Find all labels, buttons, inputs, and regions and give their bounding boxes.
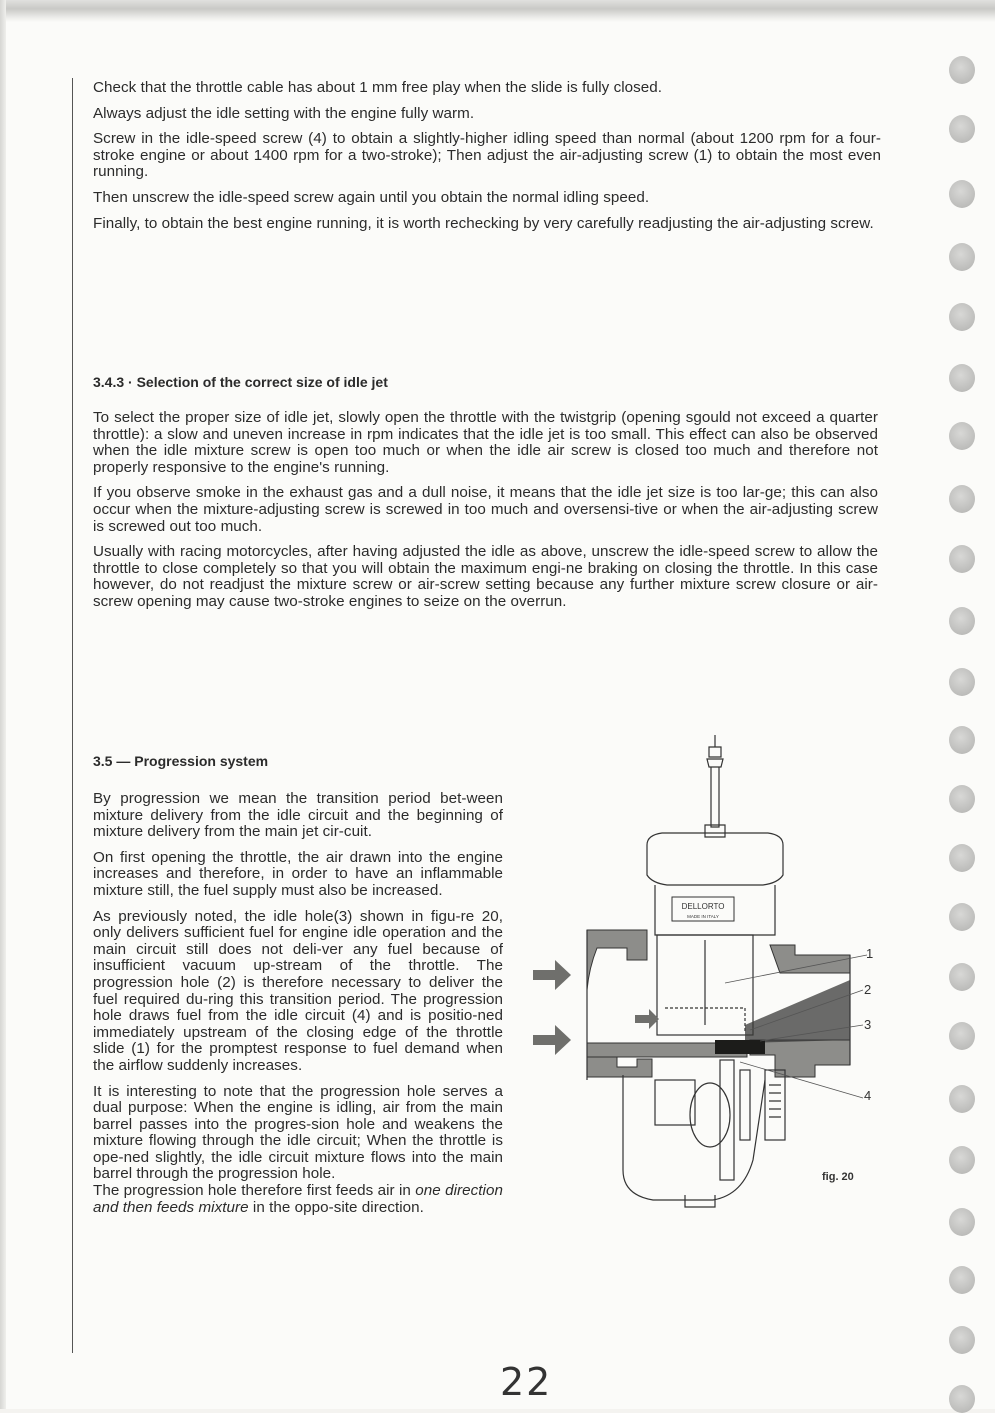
paragraph-last (93, 1183, 503, 1216)
idle-jet-text-block (93, 410, 878, 620)
paragraph: Always adjust the idle setting with the engine fully warm. (93, 104, 475, 122)
inlet-casting-top (587, 930, 647, 990)
callout-4: 4 (864, 1088, 872, 1103)
binding-hole (949, 1085, 975, 1113)
binding-hole (949, 115, 975, 143)
binding-hole (949, 785, 975, 813)
binding-hole (949, 1208, 975, 1236)
paragraph: Then unscrew the idle-speed screw again until you obtain the normal idling speed. (93, 188, 650, 206)
binding-hole (949, 364, 975, 392)
outlet-casting-top (770, 945, 850, 973)
page-number: 22 (500, 1360, 553, 1404)
binding-hole (949, 1326, 975, 1354)
dellorto-logo (672, 897, 734, 921)
progression-text-block (93, 791, 503, 1225)
binding-hole (949, 726, 975, 754)
margin-rule (72, 78, 73, 1353)
binding-hole (949, 607, 975, 635)
binding-hole (949, 180, 975, 208)
binding-hole (949, 1266, 975, 1294)
text-normal: The progression hole therefore first feeds air in (93, 1182, 411, 1200)
paragraph: It is interesting to note that the progression hole serves a dual purpose: When the engine is idling, air from the main barrel passes into the progres-sion hole and weakens the mixture flowing through the idle circuit; When the throttle is ope-ned slightly, the idle circuit mixture flows into the main barrel through the progression hole. (93, 1082, 503, 1183)
paragraph: Check that the throttle cable has about 1 mm free play when the slide is fully closed. (93, 79, 663, 96)
figure-caption: fig. 20 (822, 1171, 854, 1183)
paragraph: Finally, to obtain the best engine running, it is worth rechecking by very carefully readjusting the air-adjusting screw. (93, 214, 874, 232)
binding-hole (949, 303, 975, 331)
mixture-shading (745, 980, 850, 1043)
binding-hole (949, 1022, 975, 1050)
cable-adjuster (705, 735, 725, 837)
binding-hole (949, 963, 975, 991)
paragraph: On first opening the throttle, the air drawn into the engine increases and therefore, in order to have an inflammable mixture still, the fuel supply must also be increased. (93, 848, 503, 899)
binding-hole (949, 243, 975, 271)
airflow-arrow-small (635, 1009, 659, 1029)
text-italic: one direction and then feeds mixture (93, 1182, 503, 1216)
intro-text-block (93, 80, 881, 241)
binding-hole (949, 56, 975, 84)
paragraph: Screw in the idle-speed screw (4) to obtain a slightly-higher idling speed than normal (about 1200 rpm for a four-stroke engine or about 1400 rpm for a two-stroke); Then adjust the air-adjusting screw (1) to obtain the most even running. (93, 130, 881, 181)
paragraph: If you observe smoke in the exhaust gas and a dull noise, it means that the idle jet size is too lar-ge; this can also occur when the mixture-adjusting screw is screwed in too much and oversensi-tive or when the air-adjusting screw is screwed out too much. (93, 484, 878, 535)
airflow-arrow-lower (533, 1025, 571, 1055)
binding-hole (949, 668, 975, 696)
binding-hole (949, 844, 975, 872)
binding-hole (949, 422, 975, 450)
section-heading-35: 3.5 — Progression system (93, 753, 269, 769)
page-top-shadow (0, 0, 995, 22)
binding-holes (949, 0, 989, 1409)
binding-hole (949, 485, 975, 513)
float-bowl (623, 1075, 765, 1200)
airflow-arrow-upper (533, 960, 571, 990)
page-left-edge (0, 0, 6, 1409)
binding-hole (949, 545, 975, 573)
paragraph: To select the proper size of idle jet, slowly open the throttle with the twistgrip (opening sgould not exceed a quarter throttle): a slow and uneven increase in rpm indicates that the idle jet is too small. This effect can also be observed when the idle mixture screw is open too much or when the idle air screw is closed too much and therefore not properly responsive to the engine's running. (93, 409, 878, 476)
float-bowl-top (587, 1057, 652, 1077)
callout-1: 1 (866, 946, 874, 961)
binding-hole (949, 903, 975, 931)
airflow-arrows (533, 960, 659, 1055)
paragraph: Usually with racing motorcycles, after having adjusted the idle as above, unscrew the idle-speed screw to allow the throttle to close completely so that you will obtain the maximum engi-ne braking on closing the throttle. In this case however, do not readjust the mixture screw or air-screw setting because any further mixture screw closure or air-screw opening may cause two-stroke engines to seize on the overrun. (93, 543, 878, 610)
section-heading-343: 3.4.3 · Selection of the correct size of idle jet (93, 374, 388, 390)
carburettor-diagram (525, 725, 895, 1225)
binding-hole (949, 1146, 975, 1174)
paragraph: As previously noted, the idle hole(3) shown in figu-re 20, only delivers sufficient fuel for engine idle operation and the main circuit still does not deli-ver any fuel because of insufficient vacuum up-stream of the throttle. The progression hole (2) is therefore necessary to deliver the fuel required du-ring this transition period. The progression hole draws fuel from the idle circuit (4) and is positio-ned immediately upstream of the closing edge of the throttle slide (1) for the promptest response to fuel demand when the airflow suddenly increases. (93, 907, 503, 1074)
callout-2: 2 (864, 982, 872, 997)
carb-cap (647, 833, 783, 885)
idle-circuit-passage (715, 1040, 765, 1054)
paragraph: By progression we mean the transition period bet-ween mixture delivery from the idle circuit and the beginning of mixture delivery from the main jet cir-cuit. (93, 790, 503, 841)
text-normal: in the oppo-site direction. (252, 1198, 424, 1216)
logo-subtext: MADE IN ITALY (687, 914, 719, 919)
callout-3: 3 (864, 1017, 872, 1032)
logo-text: DELLORTO (681, 902, 725, 911)
